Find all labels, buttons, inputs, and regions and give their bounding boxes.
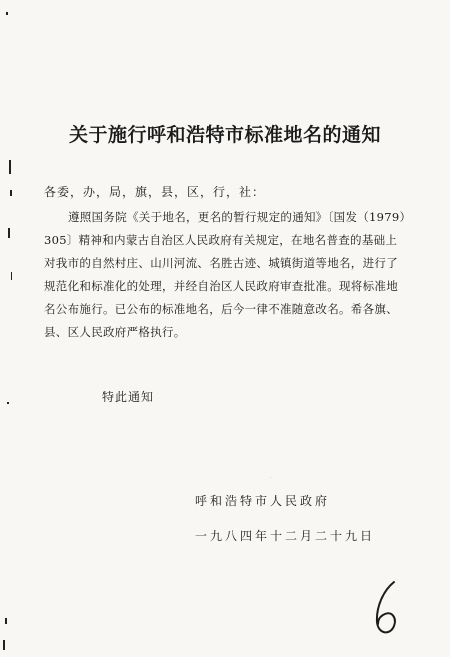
body-line: 规范化和标准化的处理，并经自治区人民政府审查批准。现将标准地 <box>44 279 398 293</box>
scan-edge-mark <box>8 228 10 238</box>
scan-edge-mark <box>7 402 9 404</box>
scan-edge-mark <box>11 272 12 280</box>
notice-body <box>44 206 416 344</box>
body-line: 305〕精神和内蒙古自治区人民政府有关规定，在地名普查的基础上 <box>44 233 398 247</box>
body-line: 对我市的自然村庄、山川河流、名胜古迹、城镇街道等地名，进行了 <box>44 256 398 270</box>
body-line: 县、区人民政府严格执行。 <box>44 325 186 339</box>
issuing-authority: 呼和浩特市人民政府 <box>195 494 331 508</box>
scan-edge-mark <box>5 618 7 624</box>
issue-date: 一九八四年十二月二十九日 <box>195 529 376 543</box>
notice-title: 关于施行呼和浩特市标准地名的通知 <box>68 124 381 146</box>
addressee-line: 各委，办，局，旗，县，区，行，社： <box>44 185 266 199</box>
closing-remark: 特此通知 <box>102 390 155 404</box>
scan-edge-mark <box>3 640 5 650</box>
body-line: 名公布施行。已公布的标准地名，后今一律不准随意改名。希各旗、 <box>44 302 398 316</box>
page-number-text: 6 <box>270 478 271 479</box>
scan-edge-mark <box>6 12 8 15</box>
scan-edge-mark <box>10 190 12 196</box>
scan-edge-mark <box>9 160 11 174</box>
body-line: 遵照国务院《关于地名，更名的暂行规定的通知》〔国发（1979） <box>68 210 412 224</box>
